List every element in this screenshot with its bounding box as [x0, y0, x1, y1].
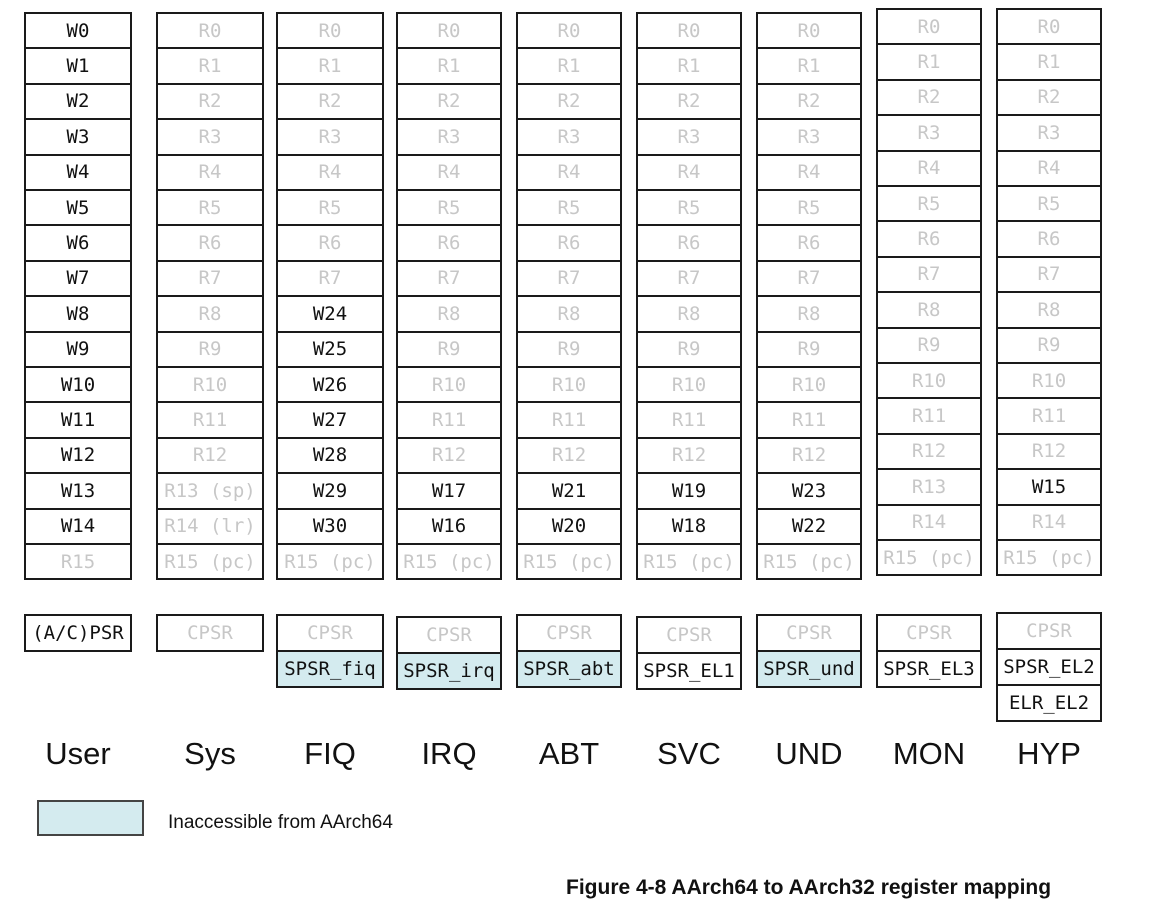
register-cell: R4 [636, 154, 742, 191]
status-register-cell: CPSR [636, 616, 742, 654]
register-cell: R2 [276, 83, 384, 120]
register-cell: R3 [516, 118, 622, 155]
register-cell: R5 [276, 189, 384, 226]
register-cell: R15 (pc) [996, 539, 1102, 576]
register-cell: R2 [396, 83, 502, 120]
register-cell: R11 [396, 401, 502, 438]
status-register-cell: SPSR_EL2 [996, 648, 1102, 686]
register-cell: R1 [756, 47, 862, 84]
mode-label: User [45, 736, 111, 771]
register-cell: R7 [996, 256, 1102, 293]
register-cell: R15 (pc) [396, 543, 502, 580]
register-cell: W1 [24, 47, 132, 84]
register-cell: W7 [24, 260, 132, 297]
register-cell: R2 [156, 83, 264, 120]
register-cell: R5 [516, 189, 622, 226]
register-cell: R4 [276, 154, 384, 191]
register-cell: R5 [996, 185, 1102, 222]
register-cell: R15 (pc) [756, 543, 862, 580]
status-register-cell: SPSR_abt [516, 650, 622, 688]
register-cell: W2 [24, 83, 132, 120]
register-cell: R12 [876, 433, 982, 470]
status-register-cell: CPSR [156, 614, 264, 652]
register-cell: R7 [756, 260, 862, 297]
register-cell: R14 [996, 504, 1102, 541]
register-cell: R1 [876, 43, 982, 80]
register-cell: W27 [276, 401, 384, 438]
register-cell: W14 [24, 508, 132, 545]
register-cell: R7 [516, 260, 622, 297]
register-cell: R0 [636, 12, 742, 49]
register-cell: R15 [24, 543, 132, 580]
register-cell: W19 [636, 472, 742, 509]
mode-label: Sys [184, 736, 236, 771]
register-cell: R4 [876, 150, 982, 187]
register-cell: R12 [636, 437, 742, 474]
figure-caption: Figure 4-8 AArch64 to AArch32 register mapping [566, 876, 1052, 899]
register-cell: R2 [876, 79, 982, 116]
status-register-cell: SPSR_fiq [276, 650, 384, 688]
register-cell: R1 [396, 47, 502, 84]
legend-label: Inaccessible from AArch64 [168, 812, 393, 833]
register-cell: R3 [396, 118, 502, 155]
register-cell: W3 [24, 118, 132, 155]
register-cell: R4 [516, 154, 622, 191]
register-cell: R11 [636, 401, 742, 438]
register-cell: R6 [996, 220, 1102, 257]
register-cell: W30 [276, 508, 384, 545]
register-cell: R5 [636, 189, 742, 226]
register-cell: R0 [156, 12, 264, 49]
register-cell: R6 [876, 220, 982, 257]
register-cell: R3 [756, 118, 862, 155]
register-cell: R0 [996, 8, 1102, 45]
status-register-cell: CPSR [996, 612, 1102, 650]
register-cell: R15 (pc) [516, 543, 622, 580]
register-cell: R15 (pc) [156, 543, 264, 580]
register-cell: R14 [876, 504, 982, 541]
status-register-cell: CPSR [276, 614, 384, 652]
status-register-cell: CPSR [516, 614, 622, 652]
register-cell: W0 [24, 12, 132, 49]
register-cell: R11 [996, 397, 1102, 434]
register-cell: R10 [876, 362, 982, 399]
register-cell: R12 [156, 437, 264, 474]
mode-label: UND [775, 736, 843, 771]
register-cell: R13 (sp) [156, 472, 264, 509]
register-cell: R11 [156, 401, 264, 438]
register-cell: R10 [156, 366, 264, 403]
register-cell: R0 [276, 12, 384, 49]
register-cell: R14 (lr) [156, 508, 264, 545]
register-cell: R6 [636, 224, 742, 261]
register-cell: R3 [636, 118, 742, 155]
register-cell: R2 [636, 83, 742, 120]
register-cell: R2 [996, 79, 1102, 116]
register-cell: R4 [996, 150, 1102, 187]
register-cell: W13 [24, 472, 132, 509]
register-cell: W11 [24, 401, 132, 438]
register-cell: R0 [516, 12, 622, 49]
register-cell: R12 [396, 437, 502, 474]
register-cell: R11 [516, 401, 622, 438]
register-cell: R4 [156, 154, 264, 191]
register-cell: R7 [636, 260, 742, 297]
mode-label: IRQ [421, 736, 477, 771]
register-cell: W21 [516, 472, 622, 509]
register-cell: R15 (pc) [276, 543, 384, 580]
register-cell: W24 [276, 295, 384, 332]
mode-label: SVC [657, 736, 721, 771]
register-cell: W28 [276, 437, 384, 474]
register-cell: W29 [276, 472, 384, 509]
register-cell: R10 [516, 366, 622, 403]
register-cell: W10 [24, 366, 132, 403]
register-cell: R11 [756, 401, 862, 438]
register-cell: R6 [276, 224, 384, 261]
register-cell: R4 [396, 154, 502, 191]
register-cell: R0 [876, 8, 982, 45]
status-register-cell: SPSR_und [756, 650, 862, 688]
register-cell: R9 [516, 331, 622, 368]
register-cell: R9 [156, 331, 264, 368]
register-cell: R1 [996, 43, 1102, 80]
register-cell: R9 [636, 331, 742, 368]
register-cell: R15 (pc) [636, 543, 742, 580]
register-cell: R10 [396, 366, 502, 403]
register-cell: R1 [276, 47, 384, 84]
register-cell: W9 [24, 331, 132, 368]
register-cell: R2 [756, 83, 862, 120]
register-cell: W23 [756, 472, 862, 509]
register-cell: R8 [156, 295, 264, 332]
register-cell: R8 [996, 291, 1102, 328]
register-cell: R7 [276, 260, 384, 297]
status-register-cell: SPSR_EL3 [876, 650, 982, 688]
register-cell: W26 [276, 366, 384, 403]
register-cell: R7 [396, 260, 502, 297]
register-cell: W18 [636, 508, 742, 545]
legend-swatch [37, 800, 144, 836]
register-cell: R9 [876, 327, 982, 364]
status-register-cell: CPSR [756, 614, 862, 652]
register-cell: R5 [756, 189, 862, 226]
register-cell: R10 [756, 366, 862, 403]
register-cell: R6 [396, 224, 502, 261]
register-cell: R0 [396, 12, 502, 49]
mode-label: ABT [538, 736, 600, 771]
register-cell: R10 [636, 366, 742, 403]
register-cell: R5 [156, 189, 264, 226]
register-cell: R12 [996, 433, 1102, 470]
register-cell: R9 [396, 331, 502, 368]
register-cell: W16 [396, 508, 502, 545]
register-cell: R3 [276, 118, 384, 155]
register-cell: W6 [24, 224, 132, 261]
register-cell: R0 [756, 12, 862, 49]
register-cell: R6 [156, 224, 264, 261]
register-cell: R6 [756, 224, 862, 261]
register-cell: R13 [876, 468, 982, 505]
status-register-cell: SPSR_irq [396, 652, 502, 690]
register-cell: R8 [396, 295, 502, 332]
register-cell: W22 [756, 508, 862, 545]
status-register-cell: SPSR_EL1 [636, 652, 742, 690]
register-cell: W12 [24, 437, 132, 474]
register-cell: R8 [636, 295, 742, 332]
register-cell: W4 [24, 154, 132, 191]
register-cell: R9 [756, 331, 862, 368]
register-cell: R9 [996, 327, 1102, 364]
mode-label: HYP [1017, 736, 1081, 771]
register-cell: W8 [24, 295, 132, 332]
status-register-cell: CPSR [396, 616, 502, 654]
register-cell: R15 (pc) [876, 539, 982, 576]
register-cell: R1 [156, 47, 264, 84]
register-cell: R8 [516, 295, 622, 332]
register-cell: R7 [156, 260, 264, 297]
register-cell: R3 [156, 118, 264, 155]
register-cell: R5 [396, 189, 502, 226]
register-cell: R10 [996, 362, 1102, 399]
register-cell: R5 [876, 185, 982, 222]
register-cell: R12 [516, 437, 622, 474]
status-register-cell: CPSR [876, 614, 982, 652]
register-cell: W17 [396, 472, 502, 509]
status-register-cell: ELR_EL2 [996, 684, 1102, 722]
register-cell: R11 [876, 397, 982, 434]
status-register-cell: (A/C)PSR [24, 614, 132, 652]
register-cell: W15 [996, 468, 1102, 505]
register-cell: R1 [516, 47, 622, 84]
mode-label: FIQ [304, 736, 356, 771]
register-cell: R1 [636, 47, 742, 84]
register-cell: W20 [516, 508, 622, 545]
register-cell: R7 [876, 256, 982, 293]
register-cell: R4 [756, 154, 862, 191]
register-cell: R3 [996, 114, 1102, 151]
register-cell: R3 [876, 114, 982, 151]
register-cell: R8 [756, 295, 862, 332]
register-cell: R2 [516, 83, 622, 120]
mode-label: MON [892, 736, 966, 771]
register-cell: W25 [276, 331, 384, 368]
register-cell: R6 [516, 224, 622, 261]
register-cell: R8 [876, 291, 982, 328]
register-cell: R12 [756, 437, 862, 474]
register-cell: W5 [24, 189, 132, 226]
